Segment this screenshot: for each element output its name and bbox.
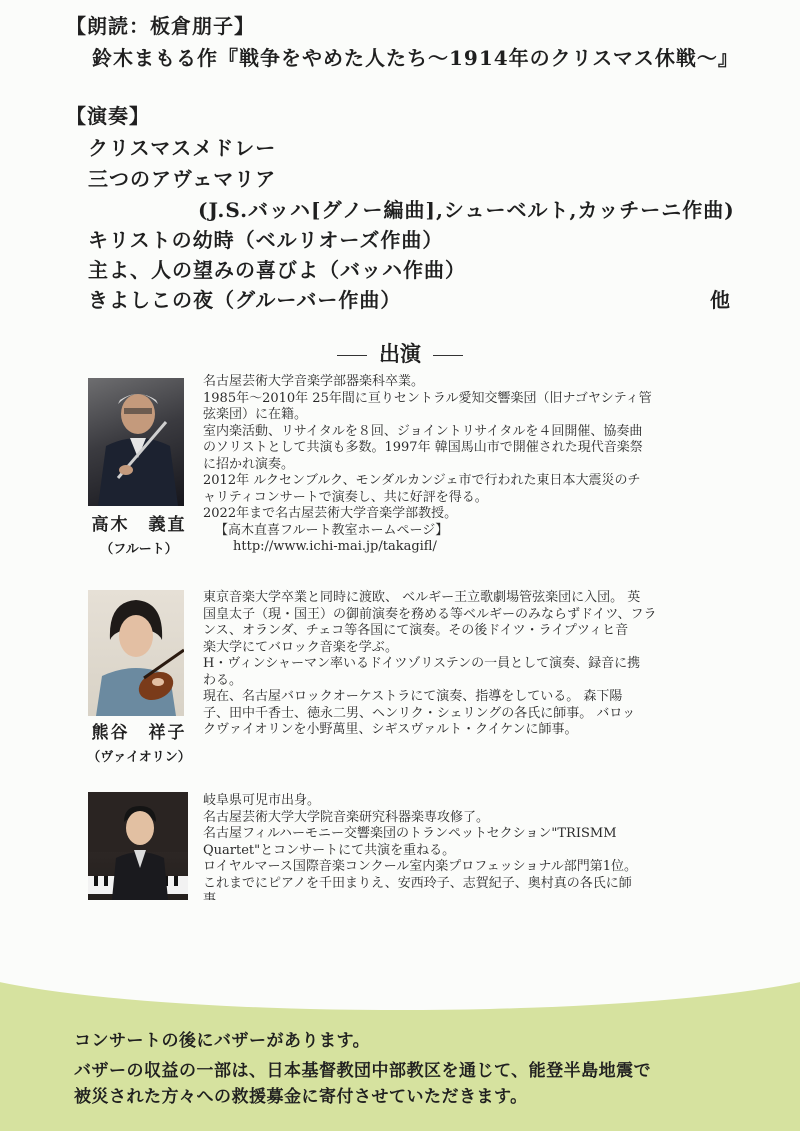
bazaar-notice-line: バザーの収益の一部は、日本基督教団中部教区を通じて、能登半島地震で xyxy=(74,1061,652,1081)
footer-curve xyxy=(0,900,800,1010)
performer-bio: 東京音楽大学卒業と同時に渡欧、 ベルギー王立歌劇場管弦楽団に入団。 英 国皇太子（現・国王）の御前演奏を務める等ベルギーのみならずドイツ、フラ ンス、オランダ、チェコ等各国にて演奏。その後ドイツ・ライプツィヒ音 楽大学にてバロック音楽を学ぶ。 H・ヴィンシャーマン率いるドイツゾリステンの一員として演奏、録音に携 わる。 現在、名古屋バロックオーケストラにて演奏、指導をしている。 森下陽 子、田中千香士、徳永二男、ヘンリク・シェリングの各氏に師事。 バロッ クヴァイオリンを小野萬里、シギスヴァルト・クイケンに師事。 xyxy=(203,590,657,737)
homepage-link[interactable]: http://www.ichi-mai.jp/takagifl/ xyxy=(233,539,437,554)
performer-name: 熊谷 祥子 xyxy=(91,723,187,743)
program-item: キリストの幼時（ベルリオーズ作曲） xyxy=(88,228,444,252)
program-item: クリスマスメドレー xyxy=(88,136,277,160)
performer-name: 高木 義直 xyxy=(91,515,187,535)
performer-photo-violin xyxy=(88,590,184,716)
performer-bio: 名古屋芸術大学音楽学部器楽科卒業。 1985年～2010年 25年間に亘りセントラル愛知交響楽団（旧ナゴヤシティ管 弦楽団）に在籍。 室内楽活動、リサイタルを８回、ジョイントリサイタルを４回開催、協奏曲 のソリストとして共演も多数。1997年 韓国馬山市で開催された現代音楽祭 に招かれ演奏。 2012年 ルクセンブルク、モンダルカンジェ市で行われた東日本大震災のチ ャリティコンサートで演奏し、共に好評を得る。 2022年まで名古屋芸術大学音楽学部教授。 【高木直喜フルート教室ホームページ】 http://www.ichi-mai.jp/takagifl/ xyxy=(203,374,723,556)
program-item: 主よ、人の望みの喜びよ（バッハ作曲） xyxy=(88,258,466,282)
bazaar-notice-line: 被災された方々への救援募金に寄付させていただきます。 xyxy=(74,1087,528,1107)
performer-photo-flute xyxy=(88,378,184,506)
homepage-label: 【高木直喜フルート教室ホームページ】 xyxy=(215,522,449,538)
performers-heading: 出演 xyxy=(0,338,800,368)
performer-role: （ヴァイオリン） xyxy=(87,750,191,765)
reading-work-title: 鈴木まもる作『戦争をやめた人たち～1914年のクリスマス休戦～』 xyxy=(92,46,739,70)
program-item: きよしこの夜（グルーバー作曲） xyxy=(88,288,402,312)
program-item: 三つのアヴェマリア xyxy=(88,167,277,191)
bazaar-notice-line: コンサートの後にバザーがあります。 xyxy=(74,1031,371,1051)
program-item-composers: (J.S.バッハ[グノー編曲],シューベルト,カッチーニ作曲) xyxy=(198,198,735,222)
performer-role: （フルート） xyxy=(100,542,178,557)
heading-dash xyxy=(337,355,367,356)
program-etc: 他 xyxy=(710,288,731,312)
performance-header: 【演奏】 xyxy=(66,104,150,128)
reading-header: 【朗読：板倉朋子】 xyxy=(66,14,255,38)
heading-dash xyxy=(433,355,463,356)
performer-bio: 岐阜県可児市出身。 名古屋芸術大学大学院音楽研究科器楽専攻修了。 名古屋フィルハーモニー交響楽団のトランペットセクション"TRISMM Quartet"とコンサートにて共演を重ねる。 ロイヤルマース国際音楽コンクール室内楽プロフェッショナル部門第1位。 これまでにピアノを千田まりえ、安西玲子、志賀紀子、奥村真の各氏に師 xyxy=(203,793,638,891)
